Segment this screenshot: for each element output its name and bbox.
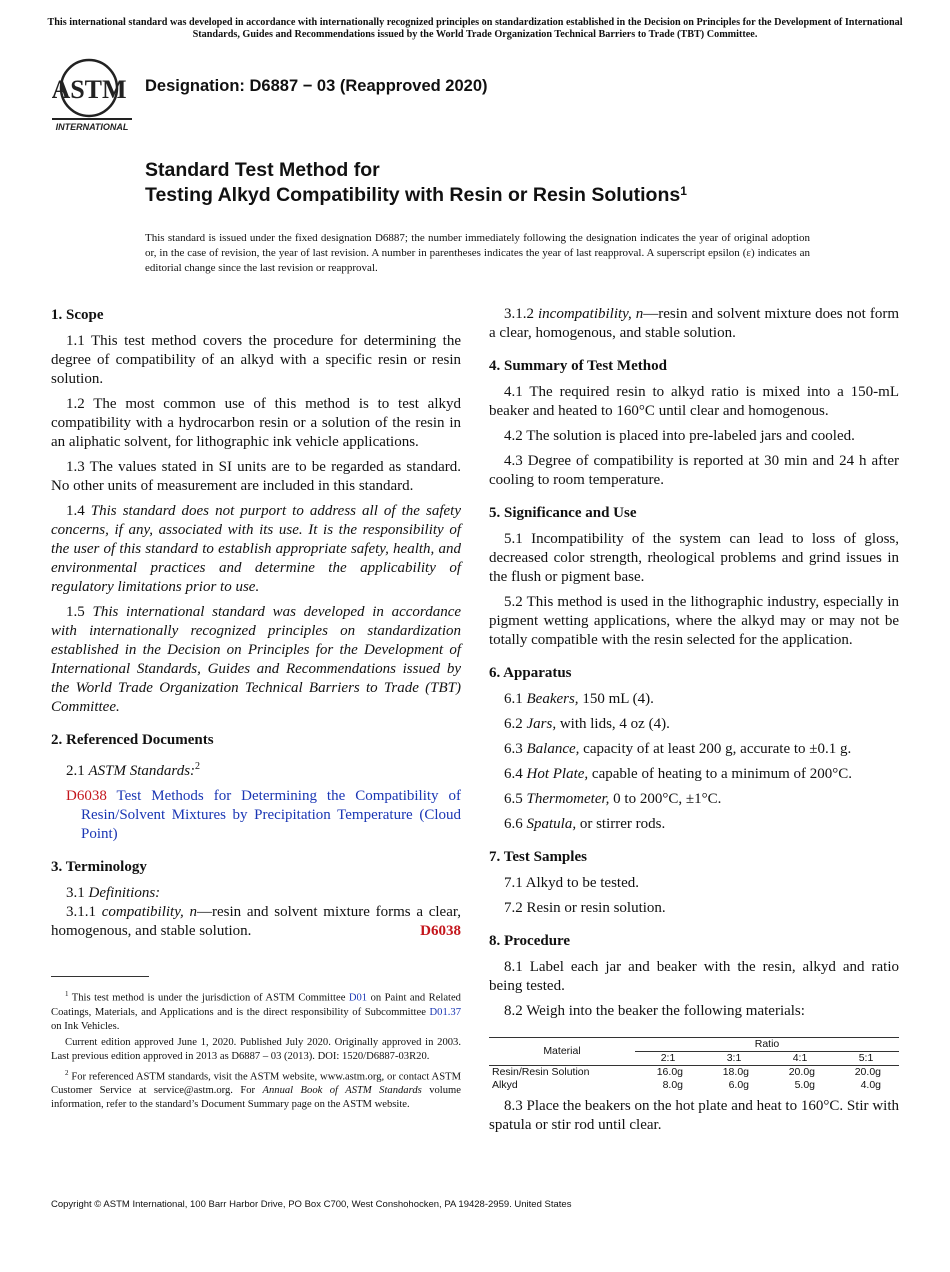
astm-logo-icon xyxy=(52,56,134,132)
apparatus-num: 6.3 xyxy=(504,741,523,757)
designation: Designation: D6887 − 03 (Reapproved 2020) xyxy=(145,77,488,95)
reference-code-link[interactable]: D6038 xyxy=(66,788,107,804)
title-line-1: Standard Test Method for xyxy=(145,159,380,181)
para-8-2: 8.2 Weigh into the beaker the following materials: xyxy=(504,1003,805,1019)
apparatus-num: 6.4 xyxy=(504,766,523,782)
para-1-4-text: This standard does not purport to address all of the safety concerns, if any, associated with its use. It is the responsibility of the user of this standard to establish appropriate safety, health, and environmental practices and determine the applicability of regulatory limitations prior to use. xyxy=(51,503,461,595)
apparatus-text: 150 mL (4). xyxy=(578,691,654,707)
section-8-heading: 8. Procedure xyxy=(489,933,571,949)
footnote-2-text-a: For referenced ASTM standards, visit the ASTM website, www.astm.org, or contact ASTM Customer Service at service@astm.org. For xyxy=(51,1071,461,1097)
apparatus-num: 6.1 xyxy=(504,691,523,707)
para-1-3: 1.3 The values stated in SI units are to be regarded as standard. No other units of measurement are included in this standard. xyxy=(51,459,461,494)
para-3-1-2-num: 3.1.2 xyxy=(504,306,534,322)
apparatus-term: Thermometer, xyxy=(526,791,610,807)
apparatus-num: 6.6 xyxy=(504,816,523,832)
apparatus-num: 6.5 xyxy=(504,791,523,807)
apparatus-text: 0 to 200°C, ±1°C. xyxy=(609,791,722,807)
footnote-1-marker: 1 xyxy=(65,990,69,998)
para-3-1-2-text: —resin and solvent mixture does not form a clear, homogenous, and stable solution. xyxy=(489,306,899,341)
section-2-heading: 2. Referenced Documents xyxy=(51,732,214,748)
apparatus-item xyxy=(489,790,899,809)
table-cell: 20.0g xyxy=(854,1066,881,1078)
table-header-ratio-value: 4:1 xyxy=(767,1052,833,1066)
para-3-1-2-term: incompatibility, n xyxy=(538,306,644,322)
table-cell: 20.0g xyxy=(788,1066,815,1078)
apparatus-term: Balance, xyxy=(526,741,580,757)
para-4-1: 4.1 The required resin to alkyd ratio is mixed into a 150-mL beaker and heated to 160°C until clear and homogenous. xyxy=(489,384,899,419)
apparatus-text: capacity of at least 200 g, accurate to ±0.1 g. xyxy=(579,741,852,757)
issued-note: This standard is issued under the fixed designation D6887; the number immediately following the designation indicates the year of original adoption or, in the case of revision, the year of last revision. A number in parentheses indicates the year of last reapproval. A superscript epsilon (ε) indicates an editorial change since the last revision or reapproval. xyxy=(145,232,810,274)
para-3-1 xyxy=(51,884,461,903)
reference-d6038[interactable] xyxy=(51,787,461,844)
para-4-3: 4.3 Degree of compatibility is reported at 30 min and 24 h after cooling to room temperature. xyxy=(489,453,899,488)
para-2-1-text: ASTM Standards: xyxy=(88,763,196,779)
apparatus-item xyxy=(489,690,899,709)
para-5-2: 5.2 This method is used in the lithographic industry, especially in pigment wetting applications, where the alkyd may or may not be totally compatible with the resin selected for the application. xyxy=(489,594,899,648)
materials-table xyxy=(489,1037,899,1092)
para-5-1: 5.1 Incompatibility of the system can lead to loss of gloss, decreased color strength, rheological problems and grind issues in the flush or pigment base. xyxy=(489,531,899,585)
table-cell: 4.0g xyxy=(860,1079,881,1091)
apparatus-item xyxy=(489,715,899,734)
para-3-1-text: Definitions: xyxy=(88,885,161,901)
right-column xyxy=(489,305,899,1027)
copyright: Copyright © ASTM International, 100 Barr Harbor Drive, PO Box C700, West Conshohocken, PA 19428-2959. United States xyxy=(51,1199,572,1210)
logo-mark: ASTM xyxy=(52,75,127,104)
footnote-1 xyxy=(51,987,461,1034)
section-4-heading: 4. Summary of Test Method xyxy=(489,358,667,374)
para-3-1-1-term: compatibility, n xyxy=(101,904,198,920)
committee-d01-link[interactable]: D01 xyxy=(348,992,368,1004)
left-column xyxy=(51,300,461,947)
para-3-1-1-num: 3.1.1 xyxy=(66,904,96,920)
section-3-heading: 3. Terminology xyxy=(51,859,147,875)
table-header-ratio-value: 5:1 xyxy=(833,1052,899,1066)
para-1-5-text: This international standard was developed in accordance with internationally recognized principles on standardization established in the Decision on Principles for the Development of International Standards, Guides and Recommendations issued by the World Trade Organization Technical Barriers to Trade (TBT) Committee. xyxy=(51,604,462,715)
footnote-2-text-b: volume information, refer to the standard’s Document Summary page on the ASTM website. xyxy=(51,1085,461,1111)
after-table-text xyxy=(489,1097,899,1135)
apparatus-item xyxy=(489,740,899,759)
apparatus-text: with lids, 4 oz (4). xyxy=(556,716,670,732)
para-2-1-footnote-marker: 2 xyxy=(195,761,201,772)
footnotes xyxy=(51,987,461,1114)
para-1-4 xyxy=(51,502,461,597)
para-3-1-1 xyxy=(51,903,461,941)
para-7-2: 7.2 Resin or resin solution. xyxy=(504,900,666,916)
para-8-1: 8.1 Label each jar and beaker with the resin, alkyd and ratio being tested. xyxy=(489,959,899,994)
table-cell: 6.0g xyxy=(728,1079,749,1091)
footnote-1-text-a: This test method is under the jurisdiction of ASTM Committee xyxy=(71,992,349,1004)
section-5-heading: 5. Significance and Use xyxy=(489,505,637,521)
para-1-5 xyxy=(51,603,461,717)
reference-title-link[interactable]: Test Methods for Determining the Compatibility of Resin/Solvent Mixtures by Precipitation Temperature (Cloud Point) xyxy=(81,788,461,842)
para-7-1: 7.1 Alkyd to be tested. xyxy=(504,875,639,891)
apparatus-term: Beakers, xyxy=(526,691,579,707)
title-line-2-text: Testing Alkyd Compatibility with Resin or Resin Solutions xyxy=(145,184,681,206)
table-header-ratio-value: 3:1 xyxy=(701,1052,767,1066)
logo-text: INTERNATIONAL xyxy=(55,122,129,132)
table-cell: 16.0g xyxy=(656,1066,683,1078)
d6038-reference-link[interactable]: D6038 xyxy=(420,923,461,939)
table-cell: 8.0g xyxy=(662,1079,683,1091)
apparatus-term: Hot Plate, xyxy=(526,766,589,782)
apparatus-text: capable of heating to a minimum of 200°C. xyxy=(588,766,853,782)
footnote-2-marker: 2 xyxy=(65,1068,69,1077)
table-header-ratio: Ratio xyxy=(635,1038,899,1052)
para-3-1-1-text: —resin and solvent mixture forms a clear, homogenous, and stable solution. xyxy=(51,904,462,939)
subcommittee-d01-37-link[interactable]: D01.37 xyxy=(429,1006,461,1018)
title-footnote-marker: 1 xyxy=(680,184,687,198)
table-cell: 18.0g xyxy=(722,1066,749,1078)
para-1-5-num: 1.5 xyxy=(66,604,85,620)
footnote-1-text-b: on Paint and Related Coatings, Materials, and Applications and is the direct responsibility of Subcommittee xyxy=(51,992,461,1018)
table-header-ratio-value: 2:1 xyxy=(635,1052,701,1066)
footnote-1-edition: Current edition approved June 1, 2020. Published July 2020. Originally approved in 2003. Last previous edition approved in 2013 as D6887 – 03 (2013). DOI: 1520/D6887-03R20. xyxy=(51,1036,461,1062)
apparatus-item xyxy=(489,815,899,834)
footnote-2-italic: Annual Book of ASTM Standards xyxy=(262,1085,422,1097)
table-cell: 5.0g xyxy=(794,1079,815,1091)
para-1-4-num: 1.4 xyxy=(66,503,85,519)
table-cell-material: Alkyd xyxy=(492,1079,518,1091)
apparatus-text: or stirrer rods. xyxy=(576,816,666,832)
apparatus-term: Spatula, xyxy=(526,816,577,832)
table-cell-material: Resin/Resin Solution xyxy=(492,1066,590,1078)
para-3-1-2 xyxy=(489,305,899,343)
para-2-1-num: 2.1 xyxy=(66,763,85,779)
para-2-1 xyxy=(51,757,461,781)
apparatus-item xyxy=(489,765,899,784)
apparatus-term: Jars, xyxy=(526,716,557,732)
document-title xyxy=(145,158,865,208)
section-1-heading: 1. Scope xyxy=(51,307,104,323)
para-8-3: 8.3 Place the beakers on the hot plate and heat to 160°C. Stir with spatula or stir rod until clear. xyxy=(489,1098,899,1133)
section-7-heading: 7. Test Samples xyxy=(489,849,587,865)
footnote-2 xyxy=(51,1066,461,1113)
top-note: This international standard was developed in accordance with internationally recognized principles on standardization established in the Decision on Principles for the Development of International Standards, Guides and Recommendations issued by the World Trade Organization Technical Barriers to Trade (TBT) Committee. xyxy=(47,17,903,40)
para-3-1-num: 3.1 xyxy=(66,885,85,901)
apparatus-num: 6.2 xyxy=(504,716,523,732)
table-row xyxy=(489,1066,899,1080)
para-1-1: 1.1 This test method covers the procedure for determining the degree of compatibility of an alkyd with a specific resin or resin solution. xyxy=(51,333,461,387)
table-header-material: Material xyxy=(489,1038,635,1066)
table-row xyxy=(489,1079,899,1092)
para-1-2: 1.2 The most common use of this method is to test alkyd compatibility with a hydrocarbon resin or a solution of the resin in an aliphatic solvent, for lithographic ink vehicle applications. xyxy=(51,396,461,450)
astm-logo xyxy=(52,56,134,132)
title-line-2 xyxy=(145,183,865,208)
section-6-heading: 6. Apparatus xyxy=(489,665,572,681)
footnote-1-text-c: on Ink Vehicles. xyxy=(51,1020,120,1032)
para-4-2: 4.2 The solution is placed into pre-labeled jars and cooled. xyxy=(504,428,855,444)
footnote-divider xyxy=(51,976,149,977)
